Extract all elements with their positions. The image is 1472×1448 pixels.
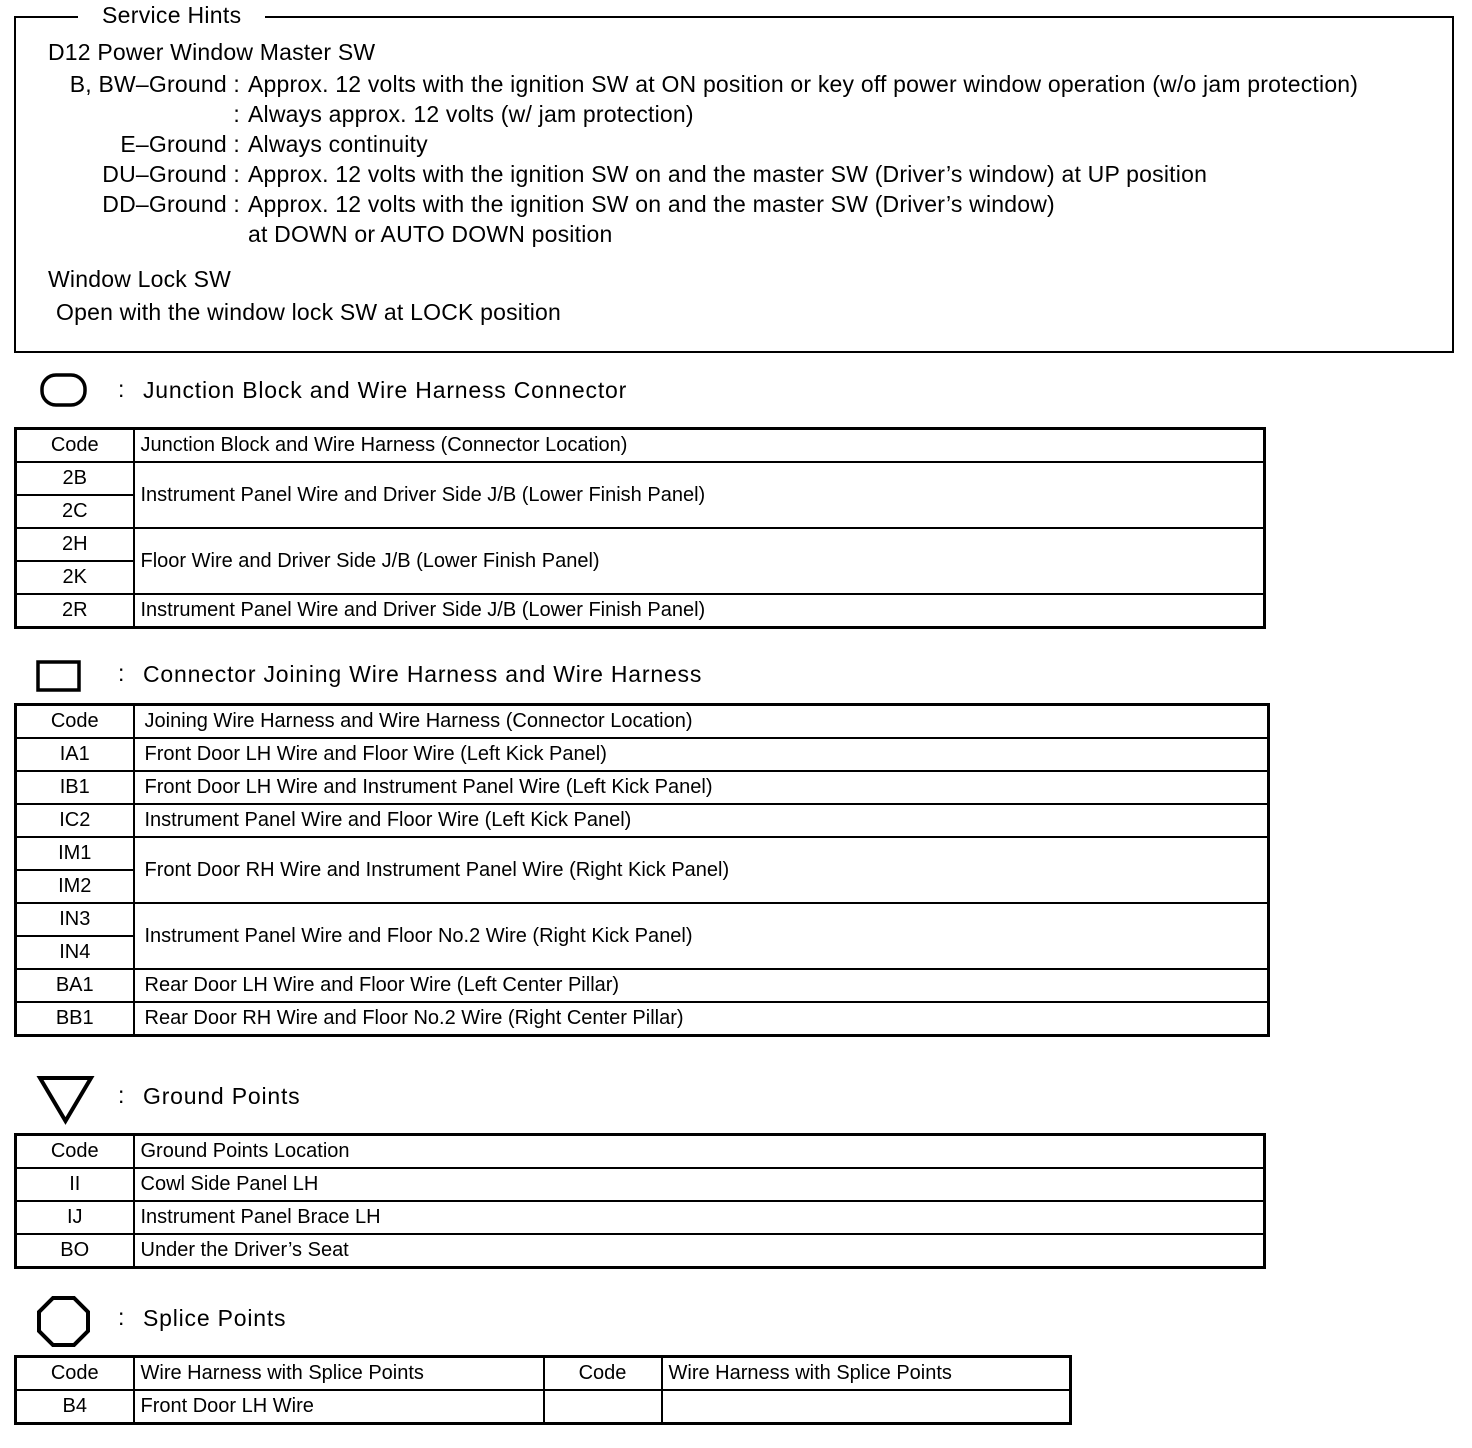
header-desc: Joining Wire Harness and Wire Harness (Connector Location) — [134, 705, 1269, 739]
joining-section-title: Connector Joining Wire Harness and Wire Harness — [143, 661, 703, 687]
code-cell: IN3 — [16, 903, 134, 936]
code-cell — [544, 1390, 662, 1424]
table-row — [16, 1002, 1269, 1036]
table-row — [16, 804, 1269, 837]
hint-text: Always approx. 12 volts (w/ jam protection) — [248, 101, 694, 127]
table-header-row — [16, 705, 1269, 739]
code-cell: II — [16, 1168, 134, 1201]
desc-cell: Cowl Side Panel LH — [134, 1168, 1265, 1201]
desc-cell: Rear Door LH Wire and Floor Wire (Left Center Pillar) — [134, 969, 1269, 1002]
hint-text: Approx. 12 volts with the ignition SW on and the master SW (Driver’s window) — [248, 191, 1055, 217]
triangle-down-icon — [36, 1074, 96, 1126]
header-code: Code — [16, 1357, 134, 1391]
table-header-row — [16, 1135, 1265, 1169]
code-cell: IA1 — [16, 738, 134, 771]
section-colon: : — [118, 1082, 125, 1108]
header-code: Code — [16, 429, 134, 463]
header-code: Code — [16, 705, 134, 739]
table-row — [16, 837, 1269, 870]
desc-cell: Instrument Panel Brace LH — [134, 1201, 1265, 1234]
hint-text: Approx. 12 volts with the ignition SW at ON position or key off power window operation (w/o jam protection) — [248, 71, 1359, 97]
table-row — [16, 594, 1265, 628]
rectangle-icon — [36, 660, 84, 694]
code-cell: 2B — [16, 462, 134, 495]
hint-label: DU–Ground : — [102, 161, 240, 187]
splice-table — [14, 1355, 1072, 1425]
table-header-row — [16, 429, 1265, 463]
service-hints-legend: Service Hints — [78, 2, 265, 28]
junction-section-title: Junction Block and Wire Harness Connector — [143, 377, 628, 403]
desc-cell — [662, 1390, 1071, 1424]
code-cell: IB1 — [16, 771, 134, 804]
hint-label: DD–Ground : — [102, 191, 240, 217]
hint-label: : — [233, 101, 240, 127]
code-cell: IN4 — [16, 936, 134, 969]
desc-cell: Floor Wire and Driver Side J/B (Lower Finish Panel) — [134, 528, 1265, 594]
desc-cell: Instrument Panel Wire and Floor No.2 Wire (Right Kick Panel) — [134, 903, 1269, 969]
code-cell: IM2 — [16, 870, 134, 903]
header-code: Code — [544, 1357, 662, 1391]
code-cell: 2R — [16, 594, 134, 628]
code-cell: 2H — [16, 528, 134, 561]
window-lock-text: Open with the window lock SW at LOCK position — [56, 299, 562, 325]
desc-cell: Under the Driver’s Seat — [134, 1234, 1265, 1268]
ground-section-title: Ground Points — [143, 1083, 301, 1109]
code-cell: BA1 — [16, 969, 134, 1002]
header-code: Code — [16, 1135, 134, 1169]
table-row — [16, 1390, 1071, 1424]
desc-cell: Front Door LH Wire and Floor Wire (Left Kick Panel) — [134, 738, 1269, 771]
table-row — [16, 1234, 1265, 1268]
junction-table — [14, 427, 1266, 629]
header-desc: Wire Harness with Splice Points — [662, 1357, 1071, 1391]
code-cell: IM1 — [16, 837, 134, 870]
desc-cell: Rear Door RH Wire and Floor No.2 Wire (Right Center Pillar) — [134, 1002, 1269, 1036]
ground-table — [14, 1133, 1266, 1269]
code-cell: B4 — [16, 1390, 134, 1424]
splice-section-title: Splice Points — [143, 1305, 287, 1331]
desc-cell: Front Door LH Wire — [134, 1390, 544, 1424]
code-cell: IJ — [16, 1201, 134, 1234]
code-cell: 2C — [16, 495, 134, 528]
section-colon: : — [118, 660, 125, 686]
header-desc: Ground Points Location — [134, 1135, 1265, 1169]
code-cell: BB1 — [16, 1002, 134, 1036]
hint-text: Always continuity — [248, 131, 428, 157]
window-lock-title: Window Lock SW — [48, 266, 232, 292]
table-row — [16, 1168, 1265, 1201]
desc-cell: Instrument Panel Wire and Driver Side J/B (Lower Finish Panel) — [134, 462, 1265, 528]
rounded-rectangle-icon — [40, 373, 88, 409]
code-cell: BO — [16, 1234, 134, 1268]
hint-text: at DOWN or AUTO DOWN position — [248, 221, 613, 247]
code-cell: 2K — [16, 561, 134, 594]
header-desc: Junction Block and Wire Harness (Connector Location) — [134, 429, 1265, 463]
desc-cell: Front Door LH Wire and Instrument Panel Wire (Left Kick Panel) — [134, 771, 1269, 804]
table-row — [16, 969, 1269, 1002]
header-desc: Wire Harness with Splice Points — [134, 1357, 544, 1391]
hint-label: B, BW–Ground : — [69, 71, 240, 97]
joining-table — [14, 703, 1270, 1037]
table-header-row — [16, 1357, 1071, 1391]
table-row — [16, 528, 1265, 561]
table-row — [16, 1201, 1265, 1234]
code-cell: IC2 — [16, 804, 134, 837]
component-title: D12 Power Window Master SW — [48, 39, 376, 65]
section-colon: : — [118, 1304, 125, 1330]
hint-text: Approx. 12 volts with the ignition SW on and the master SW (Driver’s window) at UP position — [248, 161, 1208, 187]
octagon-icon — [36, 1295, 92, 1349]
table-row — [16, 738, 1269, 771]
desc-cell: Front Door RH Wire and Instrument Panel Wire (Right Kick Panel) — [134, 837, 1269, 903]
table-row — [16, 771, 1269, 804]
desc-cell: Instrument Panel Wire and Floor Wire (Left Kick Panel) — [134, 804, 1269, 837]
section-colon: : — [118, 376, 125, 402]
hint-label: E–Ground : — [120, 131, 240, 157]
desc-cell: Instrument Panel Wire and Driver Side J/B (Lower Finish Panel) — [134, 594, 1265, 628]
table-row — [16, 903, 1269, 936]
table-row — [16, 462, 1265, 495]
